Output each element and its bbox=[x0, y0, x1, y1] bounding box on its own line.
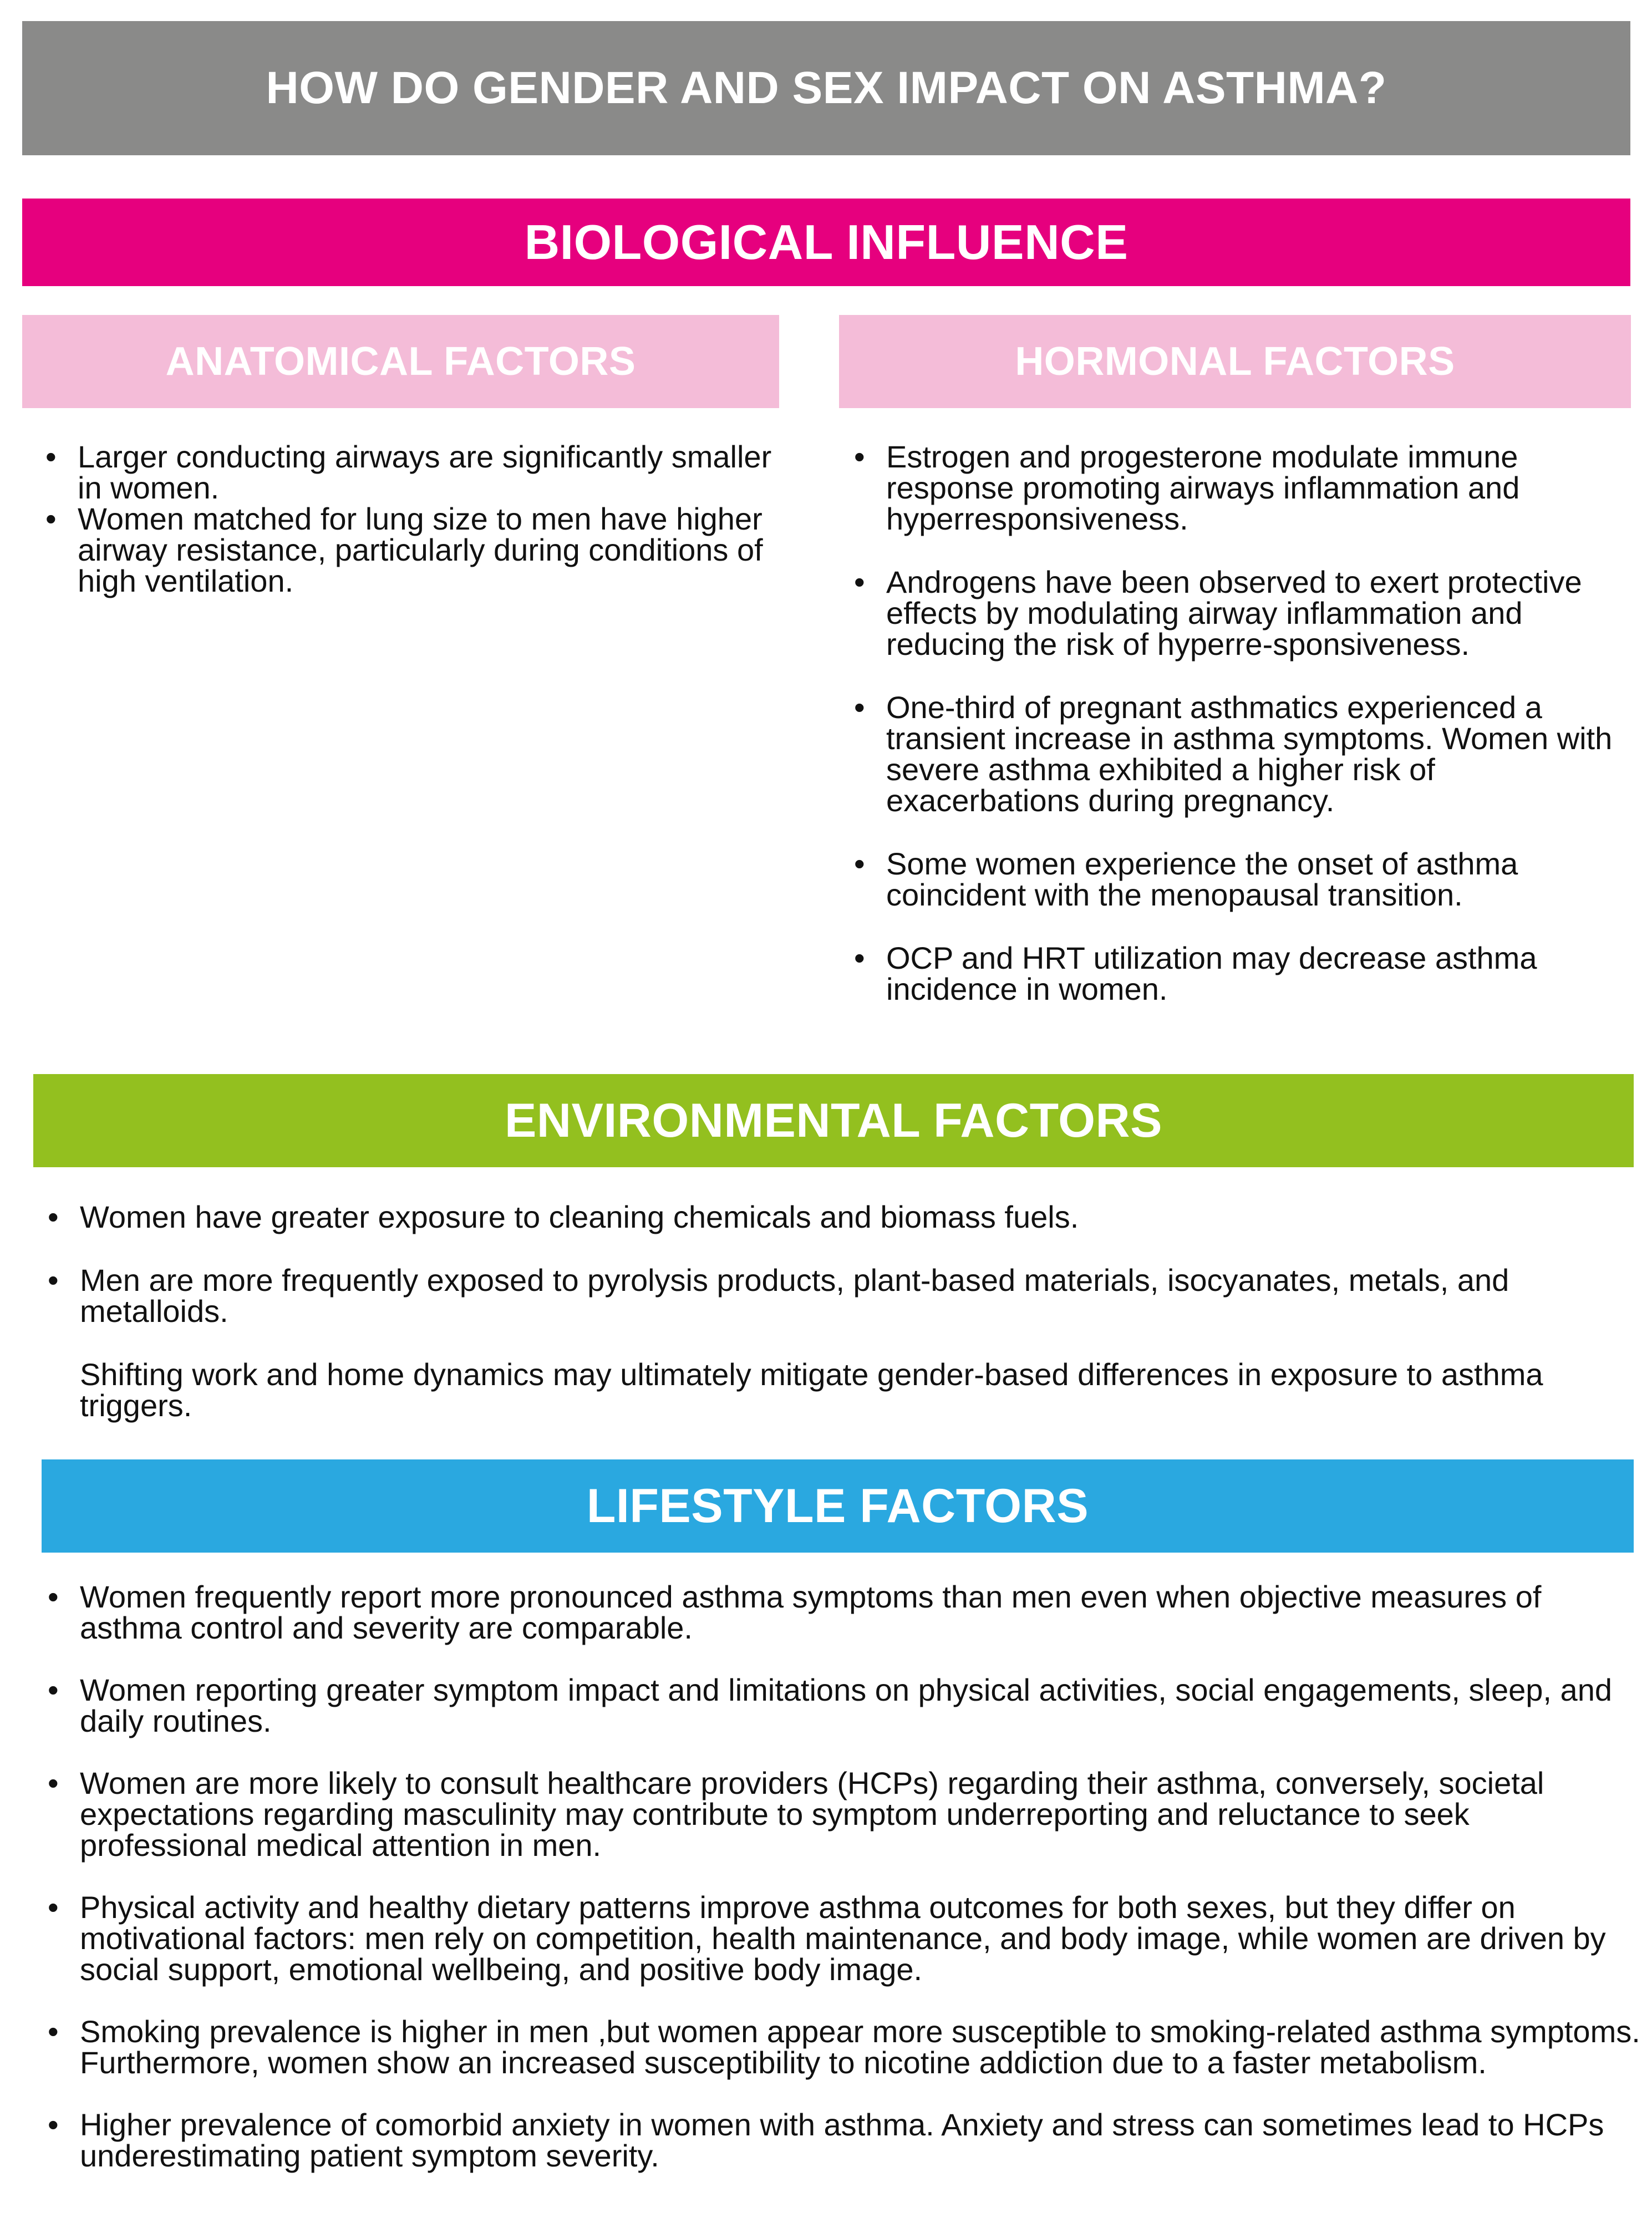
environmental-note: Shifting work and home dynamics may ultimately mitigate gender-based differences in exposure to asthma triggers. bbox=[80, 1357, 1543, 1423]
bullet-icon: • bbox=[854, 564, 865, 599]
list-item: • Women have greater exposure to cleaning chemicals and biomass fuels. bbox=[48, 1199, 1079, 1234]
list-item: • Physical activity and healthy dietary patterns improve asthma outcomes for both sexes, but they differ on motivational factors: men rely on competition, health maintenance, and body image, while women are driven by social support, emotional wellbeing, and positive body image. bbox=[48, 1890, 1606, 1987]
bullet-icon: • bbox=[854, 439, 865, 474]
biological-influence-heading: BIOLOGICAL INFLUENCE bbox=[22, 199, 1630, 286]
bullet-icon: • bbox=[48, 1672, 59, 1707]
list-item: • Higher prevalence of comorbid anxiety in women with asthma. Anxiety and stress can sometimes lead to HCPs underestimating patient symptom severity. bbox=[48, 2107, 1604, 2173]
list-item: • Women reporting greater symptom impact and limitations on physical activities, social engagements, sleep, and daily routines. bbox=[48, 1672, 1612, 1738]
list-item: • One-third of pregnant asthmatics experienced a transient increase in asthma symptoms. Women with severe asthma exhibited a higher risk of exacerbations during pregnancy. bbox=[854, 690, 1613, 818]
list-item: • Smoking prevalence is higher in men ,but women appear more susceptible to smoking-related asthma symptoms. Furthermore, women show an increased susceptibility to nicotine addiction due to a faster metabolism. bbox=[48, 2014, 1640, 2080]
bullet-icon: • bbox=[45, 439, 57, 474]
list-item: • Men are more frequently exposed to pyrolysis products, plant-based materials, isocyanates, metals, and metalloids. bbox=[48, 1263, 1509, 1329]
anatomical-factors-list bbox=[45, 441, 777, 597]
lifestyle-factors-list bbox=[48, 1581, 1645, 2202]
environmental-factors-list bbox=[48, 1199, 1623, 1453]
list-item: • OCP and HRT utilization may decrease asthma incidence in women. bbox=[854, 940, 1537, 1006]
bullet-icon: • bbox=[48, 1890, 59, 1925]
page-title: HOW DO GENDER AND SEX IMPACT ON ASTHMA? bbox=[22, 21, 1630, 155]
list-item: • Larger conducting airways are significantly smaller in women. bbox=[45, 439, 772, 505]
bullet-icon: • bbox=[48, 2107, 59, 2142]
bullet-icon: • bbox=[854, 690, 865, 725]
list-item: • Some women experience the onset of asthma coincident with the menopausal transition. bbox=[854, 846, 1518, 912]
list-item: • Estrogen and progesterone modulate immune response promoting airways inflammation and hyperresponsiveness. bbox=[854, 439, 1520, 536]
bullet-icon: • bbox=[48, 1579, 59, 1614]
lifestyle-factors-heading: LIFESTYLE FACTORS bbox=[42, 1459, 1634, 1553]
hormonal-factors-heading: HORMONAL FACTORS bbox=[839, 315, 1631, 408]
list-item: • Androgens have been observed to exert protective effects by modulating airway inflammation and reducing the risk of hyperre-sponsiveness. bbox=[854, 564, 1582, 662]
bullet-icon: • bbox=[45, 501, 57, 536]
list-item: • Women matched for lung size to men have higher airway resistance, particularly during conditions of high ventilation. bbox=[45, 501, 763, 598]
list-item: • Women are more likely to consult healthcare providers (HCPs) regarding their asthma, conversely, societal expectations regarding masculinity may contribute to symptom underreporting and reluctance to seek professional medical attention in men. bbox=[48, 1766, 1544, 1863]
environmental-factors-heading: ENVIRONMENTAL FACTORS bbox=[33, 1074, 1634, 1167]
bullet-icon: • bbox=[48, 2014, 59, 2049]
hormonal-factors-list bbox=[854, 441, 1630, 1037]
list-item: • Women frequently report more pronounced asthma symptoms than men even when objective measures of asthma control and severity are comparable. bbox=[48, 1579, 1542, 1645]
anatomical-factors-heading: ANATOMICAL FACTORS bbox=[22, 315, 779, 408]
bullet-icon: • bbox=[854, 940, 865, 975]
bullet-icon: • bbox=[854, 846, 865, 881]
bullet-icon: • bbox=[48, 1263, 59, 1298]
bullet-icon: • bbox=[48, 1199, 59, 1234]
bullet-icon: • bbox=[48, 1766, 59, 1800]
